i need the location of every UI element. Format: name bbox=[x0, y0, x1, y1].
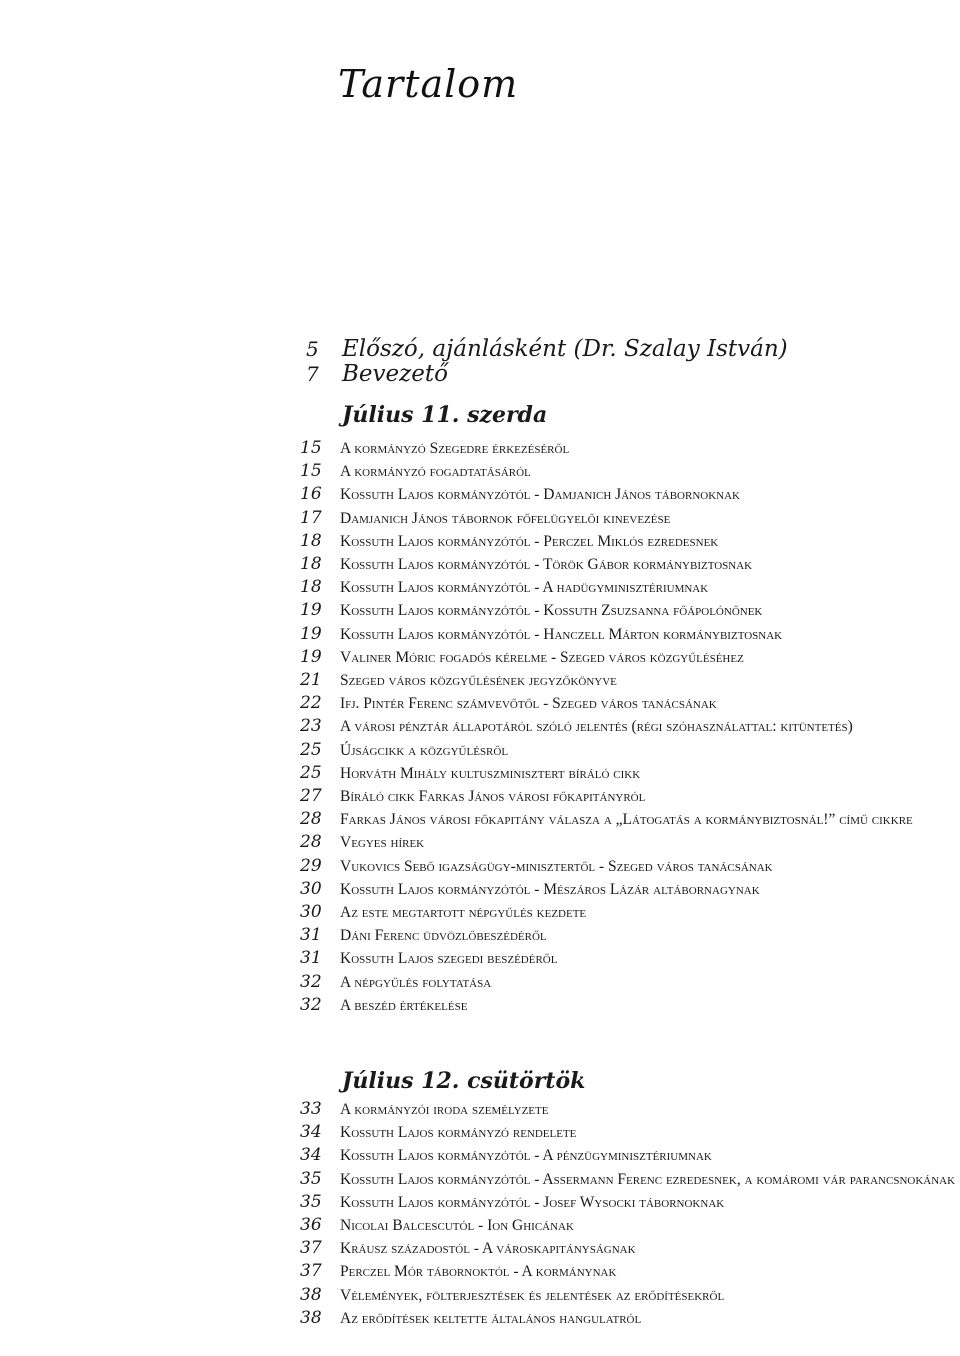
page-number: 15 bbox=[300, 461, 322, 482]
toc-entry bbox=[300, 971, 960, 994]
page-number: 30 bbox=[300, 878, 322, 899]
page-number: 19 bbox=[300, 600, 322, 621]
entry-title: Kossuth Lajos kormányzótól - Assermann Ferenc ezredesnek, a komáromi vár parancsnokának bbox=[340, 1170, 956, 1188]
page-number: 15 bbox=[300, 438, 322, 458]
section-heading-july-11: Július 11. szerda bbox=[342, 402, 548, 428]
toc-entry bbox=[300, 901, 960, 924]
intro-list bbox=[306, 336, 788, 386]
toc-entry bbox=[300, 739, 960, 762]
toc-entry bbox=[300, 646, 960, 669]
page-number: 22 bbox=[300, 693, 322, 714]
entry-title: Farkas János városi főkapitány válasza a „Látogatás a kormánybiztosnál!” című cikkre bbox=[340, 811, 913, 829]
page-number: 21 bbox=[300, 670, 322, 691]
page-number: 36 bbox=[300, 1215, 322, 1236]
page-number: 35 bbox=[300, 1168, 322, 1189]
page-number: 38 bbox=[300, 1307, 322, 1328]
page-number: 23 bbox=[300, 716, 322, 737]
toc-entry bbox=[300, 483, 960, 506]
toc-entry bbox=[300, 1284, 960, 1307]
page-number: 29 bbox=[300, 855, 322, 876]
entry-title: Nicolai Balcescutól - Ion Ghicának bbox=[340, 1217, 574, 1235]
toc-list-july-12 bbox=[300, 1098, 960, 1330]
toc-entry bbox=[300, 460, 960, 483]
entry-title: Az erődítések keltette általános hangulatról bbox=[340, 1309, 642, 1327]
entry-title: Vegyes hírek bbox=[340, 834, 425, 852]
entry-title: Kossuth Lajos kormányzótól - A hadügyminisztériumnak bbox=[340, 579, 709, 597]
entry-title: Vukovics Sebő igazságügy-minisztertől - Szeged város tanácsának bbox=[340, 857, 773, 875]
page-number: 5 bbox=[306, 337, 319, 361]
toc-entry bbox=[300, 1144, 960, 1167]
toc-entry bbox=[300, 715, 960, 738]
entry-title: Dáni Ferenc üdvözlőbeszédéről bbox=[340, 927, 547, 945]
entry-title: Az este megtartott népgyűlés kezdete bbox=[340, 904, 587, 922]
entry-title: A népgyűlés folytatása bbox=[340, 973, 492, 991]
entry-title: Kráusz századostól - A városkapitányságnak bbox=[340, 1240, 636, 1258]
page-number: 18 bbox=[300, 530, 322, 551]
page-title: Tartalom bbox=[338, 62, 519, 106]
page-number: 19 bbox=[300, 623, 322, 644]
toc-entry bbox=[300, 553, 960, 576]
entry-title: Kossuth Lajos szegedi beszédéről bbox=[340, 950, 558, 968]
toc-entry bbox=[300, 1168, 960, 1191]
entry-title: Kossuth Lajos kormányzótól - Perczel Miklós ezredesnek bbox=[340, 532, 719, 550]
entry-title: Ifj. Pintér Ferenc számvevőtől - Szeged város tanácsának bbox=[340, 695, 717, 713]
page-number: 34 bbox=[300, 1122, 322, 1143]
entry-title: Előszó, ajánlásként (Dr. Szalay István) bbox=[342, 336, 788, 362]
toc-entry bbox=[300, 831, 960, 854]
entry-title: Kossuth Lajos kormányzó rendelete bbox=[340, 1124, 577, 1142]
toc-entry bbox=[306, 361, 788, 386]
entry-title: Horváth Mihály kultuszminisztert bíráló cikk bbox=[340, 764, 641, 782]
page-number: 32 bbox=[300, 994, 322, 1015]
section-heading-july-12: Július 12. csütörtök bbox=[342, 1068, 586, 1094]
entry-title: A kormányzó fogadtatásáról bbox=[340, 463, 531, 481]
toc-entry bbox=[300, 808, 960, 831]
toc-entry bbox=[300, 1098, 960, 1121]
toc-entry bbox=[300, 692, 960, 715]
page-number: 19 bbox=[300, 646, 322, 667]
entry-title: Újságcikk a közgyűlésről bbox=[340, 741, 509, 759]
entry-title: Vélemények, fölterjesztések és jelentések az erődítésekről bbox=[340, 1286, 725, 1304]
page-number: 25 bbox=[300, 762, 322, 783]
toc-entry bbox=[300, 623, 960, 646]
entry-title: A beszéd értékelése bbox=[340, 996, 468, 1014]
toc-entry bbox=[300, 599, 960, 622]
entry-title: Kossuth Lajos kormányzótól - Mészáros Lázár altábornagynak bbox=[340, 880, 760, 898]
toc-entry bbox=[300, 762, 960, 785]
entry-title: Perczel Mór tábornoktól - A kormánynak bbox=[340, 1263, 617, 1281]
toc-entry bbox=[300, 878, 960, 901]
page-number: 17 bbox=[300, 507, 322, 528]
entry-title: A kormányzó Szegedre érkezéséről bbox=[340, 440, 570, 457]
entry-title: Kossuth Lajos kormányzótól - Kossuth Zsuzsanna főápolónőnek bbox=[340, 602, 763, 620]
toc-entry bbox=[300, 924, 960, 947]
entry-title: Kossuth Lajos kormányzótól - Damjanich János tábornoknak bbox=[340, 486, 740, 504]
toc-entry bbox=[300, 947, 960, 970]
toc-entry bbox=[300, 994, 960, 1017]
entry-title: Kossuth Lajos kormányzótól - Josef Wysocki tábornoknak bbox=[340, 1193, 725, 1211]
page-number: 7 bbox=[306, 362, 319, 386]
page-number: 35 bbox=[300, 1191, 322, 1212]
page-number: 18 bbox=[300, 554, 322, 575]
entry-title: Damjanich János tábornok főfelügyelői kinevezése bbox=[340, 509, 671, 527]
page-number: 28 bbox=[300, 809, 322, 830]
toc-entry bbox=[300, 1121, 960, 1144]
toc-entry bbox=[300, 530, 960, 553]
page-number: 31 bbox=[300, 948, 322, 969]
toc-entry bbox=[306, 336, 788, 361]
toc-entry bbox=[300, 1237, 960, 1260]
toc-entry bbox=[300, 1260, 960, 1283]
toc-entry bbox=[300, 576, 960, 599]
toc-entry bbox=[300, 785, 960, 808]
page-number: 37 bbox=[300, 1238, 322, 1259]
entry-title: Kossuth Lajos kormányzótól - Hanczell Márton kormánybiztosnak bbox=[340, 625, 783, 643]
toc-entry bbox=[300, 1214, 960, 1237]
page-number: 33 bbox=[300, 1099, 322, 1119]
entry-title: Kossuth Lajos kormányzótól - A pénzügyminisztériumnak bbox=[340, 1147, 712, 1165]
entry-title: Szeged város közgyűlésének jegyzőkönyve bbox=[340, 672, 617, 690]
page-number: 28 bbox=[300, 832, 322, 853]
page-number: 25 bbox=[300, 739, 322, 760]
page-number: 16 bbox=[300, 484, 322, 505]
entry-title: Bevezető bbox=[342, 361, 448, 387]
entry-title: Bíráló cikk Farkas János városi főkapitányról bbox=[340, 788, 646, 806]
page-number: 34 bbox=[300, 1145, 322, 1166]
entry-title: Valiner Móric fogadós kérelme - Szeged város közgyűléséhez bbox=[340, 648, 744, 666]
toc-entry bbox=[300, 669, 960, 692]
page-number: 27 bbox=[300, 786, 322, 807]
toc-entry bbox=[300, 1307, 960, 1330]
page-number: 31 bbox=[300, 925, 322, 946]
toc-entry bbox=[300, 437, 960, 460]
toc-entry bbox=[300, 1191, 960, 1214]
page-number: 18 bbox=[300, 577, 322, 598]
toc-list-july-11 bbox=[300, 437, 960, 1017]
entry-title: A kormányzói iroda személyzete bbox=[340, 1101, 549, 1118]
toc-entry bbox=[300, 507, 960, 530]
entry-title: A városi pénztár állapotáról szóló jelentés (régi szóhasználattal: kitüntetés) bbox=[340, 718, 853, 736]
page-number: 38 bbox=[300, 1284, 322, 1305]
page-number: 37 bbox=[300, 1261, 322, 1282]
toc-entry bbox=[300, 855, 960, 878]
entry-title: Kossuth Lajos kormányzótól - Török Gábor kormánybiztosnak bbox=[340, 556, 753, 574]
page-number: 30 bbox=[300, 902, 322, 923]
page-number: 32 bbox=[300, 971, 322, 992]
